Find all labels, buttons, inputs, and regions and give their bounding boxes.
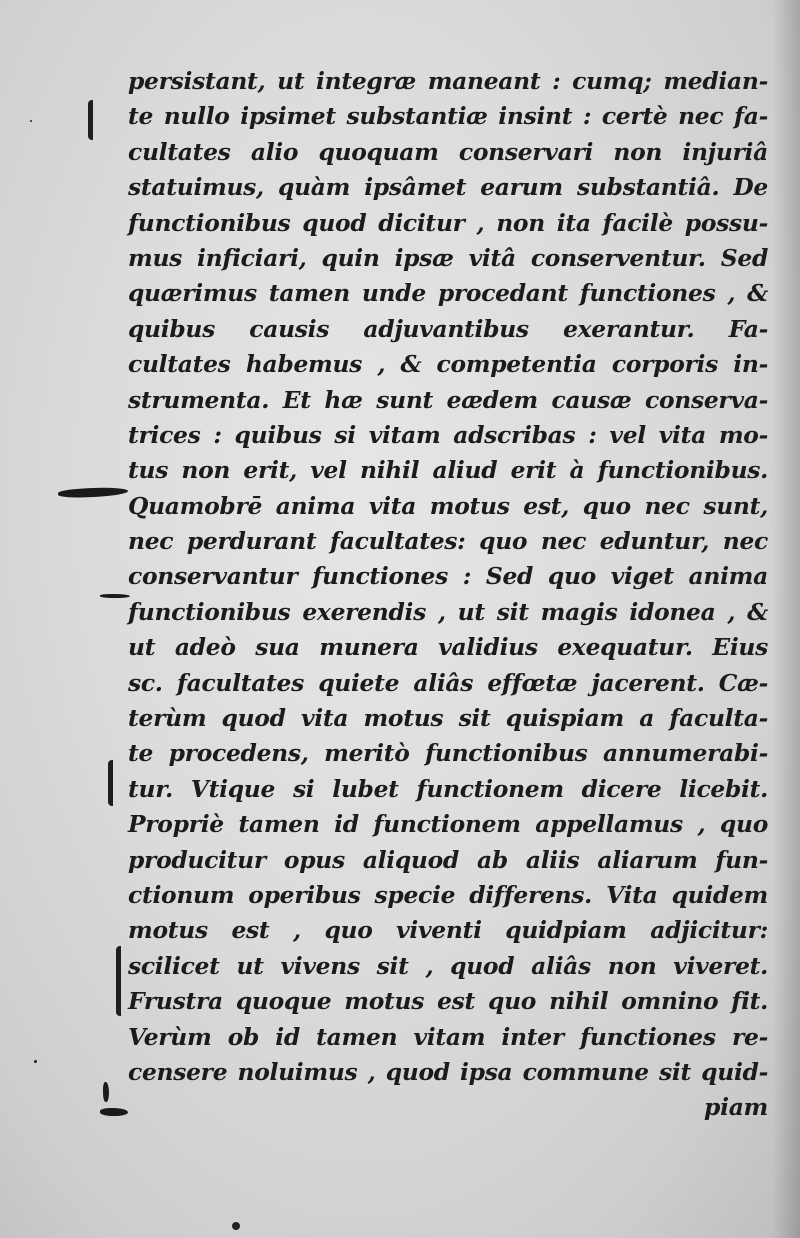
text-line: nec perdurant facultates: quo nec eduntur, nec [128, 527, 768, 556]
text-line: statuimus, quàm ipsâmet earum substantiâ. De [128, 173, 768, 202]
text-line: ut adeò sua munera validius exequatur. Eius [128, 633, 768, 662]
text-line: ctionum operibus specie differens. Vita quidem [128, 880, 768, 909]
text-line: quærimus tamen unde procedant functiones , & [128, 279, 768, 308]
margin-bracket-mark [88, 100, 107, 140]
text-line: producitur opus aliquod ab aliis aliarum fun- [128, 845, 768, 874]
text-line: te nullo ipsimet substantiæ insint : certè nec fa- [128, 102, 768, 131]
paper-speck [30, 120, 32, 122]
margin-ink-blot [100, 594, 130, 598]
margin-bracket-mark [108, 760, 123, 806]
text-line: conservantur functiones : Sed quo viget anima [128, 562, 768, 591]
text-line: terùm quod vita motus sit quispiam a faculta- [128, 704, 768, 733]
paper-speck [232, 1222, 240, 1230]
text-line: scilicet ut vivens sit , quod aliâs non viveret. [128, 951, 768, 980]
text-line: tus non erit, vel nihil aliud erit à functionibus. [128, 456, 768, 485]
text-line: Propriè tamen id functionem appellamus , quo [128, 810, 768, 839]
text-line: mus inficiari, quin ipsæ vitâ conserventur. Sed [128, 243, 768, 272]
text-line: motus est , quo viventi quidpiam adjicitur: [128, 916, 768, 945]
text-line: cultates alio quoquam conservari non injuriâ [128, 137, 768, 166]
text-line: Verùm ob id tamen vitam inter functiones re- [128, 1022, 768, 1051]
text-line: trices : quibus si vitam adscribas : vel vita mo- [128, 420, 768, 449]
text-line: persistant, ut integræ maneant : cumq; median- [128, 67, 768, 95]
text-line: cultates habemus , & competentia corporis in- [128, 350, 768, 379]
text-line: functionibus quod dicitur , non ita facilè possu- [128, 208, 768, 237]
body-text [128, 64, 768, 1126]
text-line: te procedens, meritò functionibus annumerabi- [128, 739, 768, 768]
text-line: Frustra quoque motus est quo nihil omnino fit. [128, 987, 768, 1016]
text-line: censere noluimus , quod ipsa commune sit quid- [128, 1057, 768, 1086]
text-line: Quamobrē anima vita motus est, quo nec sunt, [128, 491, 768, 520]
text-line: quibus causis adjuvantibus exerantur. Fa- [128, 314, 768, 343]
text-line: functionibus exerendis , ut sit magis idonea , & [128, 597, 768, 626]
text-line: tur. Vtique si lubet functionem dicere licebit. [128, 774, 768, 803]
text-line: strumenta. Et hæ sunt eædem causæ conserva- [128, 385, 768, 414]
catchword: piam [704, 1093, 768, 1122]
paper-speck [34, 1060, 37, 1063]
margin-ink-blot [103, 1082, 109, 1102]
margin-ink-blot [100, 1108, 128, 1116]
text-line: sc. facultates quiete aliâs effœtæ jacerent. Cæ- [128, 668, 768, 697]
margin-ink-blot [58, 486, 128, 499]
